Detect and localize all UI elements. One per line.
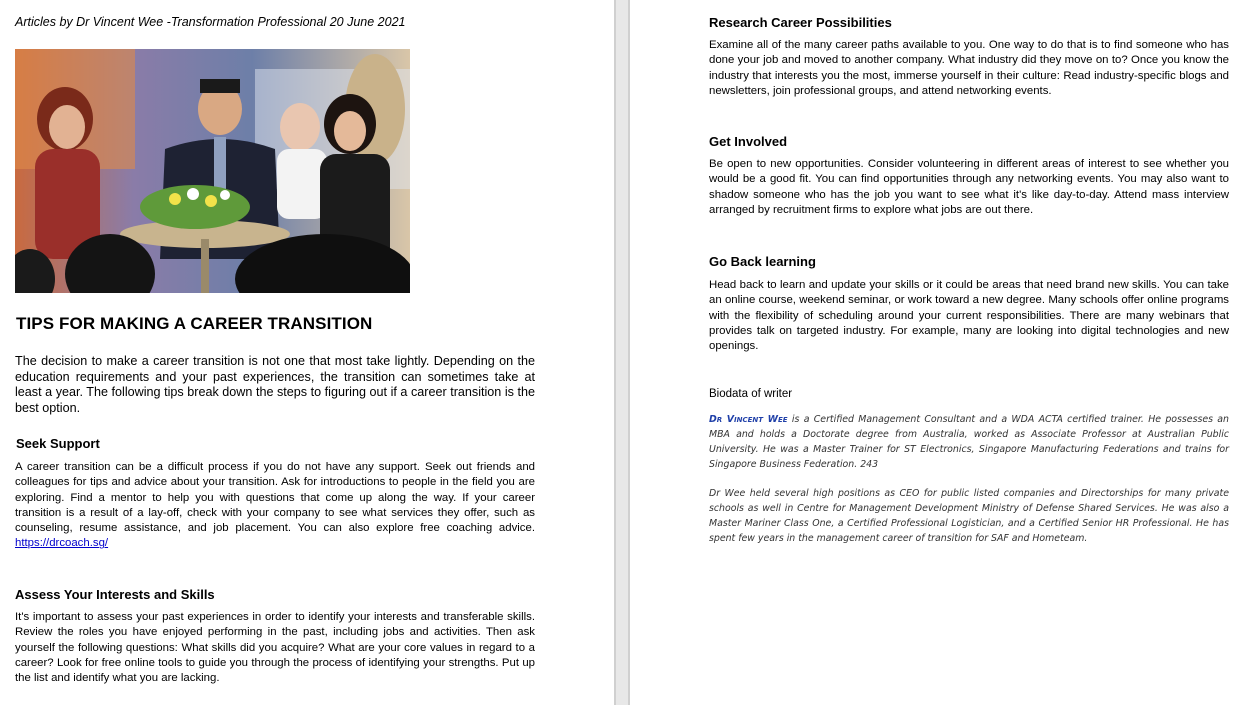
biodata-text-1: is a Certified Management Consultant and a WDA ACTA certified trainer. He possesses an MBA and holds a Doctorate degree from Australia, worked as Associate Professor at Australian Public University. He was a Master Trainer for ST Electronics, Singapore Manufacturing Federations and trains for Singapore Business Federation. 243 <box>709 414 1229 470</box>
biodata-paragraph-2: Dr Wee held several high positions as CEO for public listed companies and Directorships for many private schools as well in Centre for Management Development Ministry of Defense Shared Services. He was also a Master Mariner Class One, a Certified Professional Logistician, and a Certified Senior HR Professional. He has spent few years in the management career of transition for SAF and Hometeam. <box>709 488 1229 544</box>
heading-get-involved: Get Involved <box>709 134 788 149</box>
photo-illustration <box>15 49 410 293</box>
left-page <box>0 0 614 705</box>
article-title: TIPS FOR MAKING A CAREER TRANSITION <box>16 314 373 333</box>
paragraph-seek-support <box>15 460 535 552</box>
heading-assess-interests: Assess Your Interests and Skills <box>15 587 215 602</box>
heading-seek-support: Seek Support <box>16 436 100 451</box>
paragraph-assess-interests: It's important to assess your past experiences in order to identify your interests and transferable skills. Review the roles you have enjoyed performing in the past, including jobs and activities. Then ask yourself the following questions: What skills did you acquire? What are your core values in regard to a career? Look for free online tools to guide you through the process of identifying your strengths. Put up the list and identify what you are lacking. <box>15 611 535 685</box>
paragraph-research-career: Examine all of the many career paths available to you. One way to do that is to find someone who has done your job and moved to another company. What industry did they move on to? Once you know the industry that interests you the most, immerse yourself in their culture: Read industry-specific blogs and newsletters, join professional groups, and attend networking events. <box>709 39 1229 97</box>
heading-go-back-learning: Go Back learning <box>709 254 816 269</box>
paragraph-get-involved: Be open to new opportunities. Consider volunteering in different areas of interest to see whether you would be a good fit. You can find opportunities through any networking events. You may also want to shadow someone who has the job you want to see what it's like day-to-day. Attend mass interview arranged by recruitment firms to explore what jobs are out there. <box>709 158 1229 216</box>
writer-name: Dr Vincent Wee <box>709 414 788 425</box>
drcoach-link[interactable]: https://drcoach.sg/ <box>15 537 109 550</box>
biodata-label: Biodata of writer <box>709 388 793 400</box>
heading-research-career: Research Career Possibilities <box>709 15 892 30</box>
biodata-paragraph-1 <box>709 412 1229 472</box>
article-header: Articles by Dr Vincent Wee -Transformation Professional 20 June 2021 <box>15 15 406 29</box>
panel-discussion-photo <box>15 49 410 293</box>
right-page <box>630 0 1245 705</box>
intro-paragraph: The decision to make a career transition is not one that most take lightly. Depending on the education requirements and your past experiences, the transition can sometimes take at least a year. The following tips break down the steps to figuring out if a career transition is the best option. <box>15 354 535 415</box>
paragraph-go-back-learning: Head back to learn and update your skills or it could be areas that need brand new skills. You can take an online course, weekend seminar, or work toward a new degree. Many schools offer online programs with the flexibility of scheduling around your current responsibilities. There are many webinars that provides talk on targeted industry. For example, many are looking into digital technologies and new openings. <box>709 279 1229 353</box>
seek-support-text: A career transition can be a difficult process if you do not have any support. Seek out friends and colleagues for tips and advice about your transition. Ask for introductions to people in the field you are exploring. Find a mentor to help you with questions that come up along the way. If your career transition is a result of a lay-off, check with your company to see what services they offer, such as counseling, resume assistance, and job placement. You can also explore free coaching advice. <box>15 461 535 535</box>
